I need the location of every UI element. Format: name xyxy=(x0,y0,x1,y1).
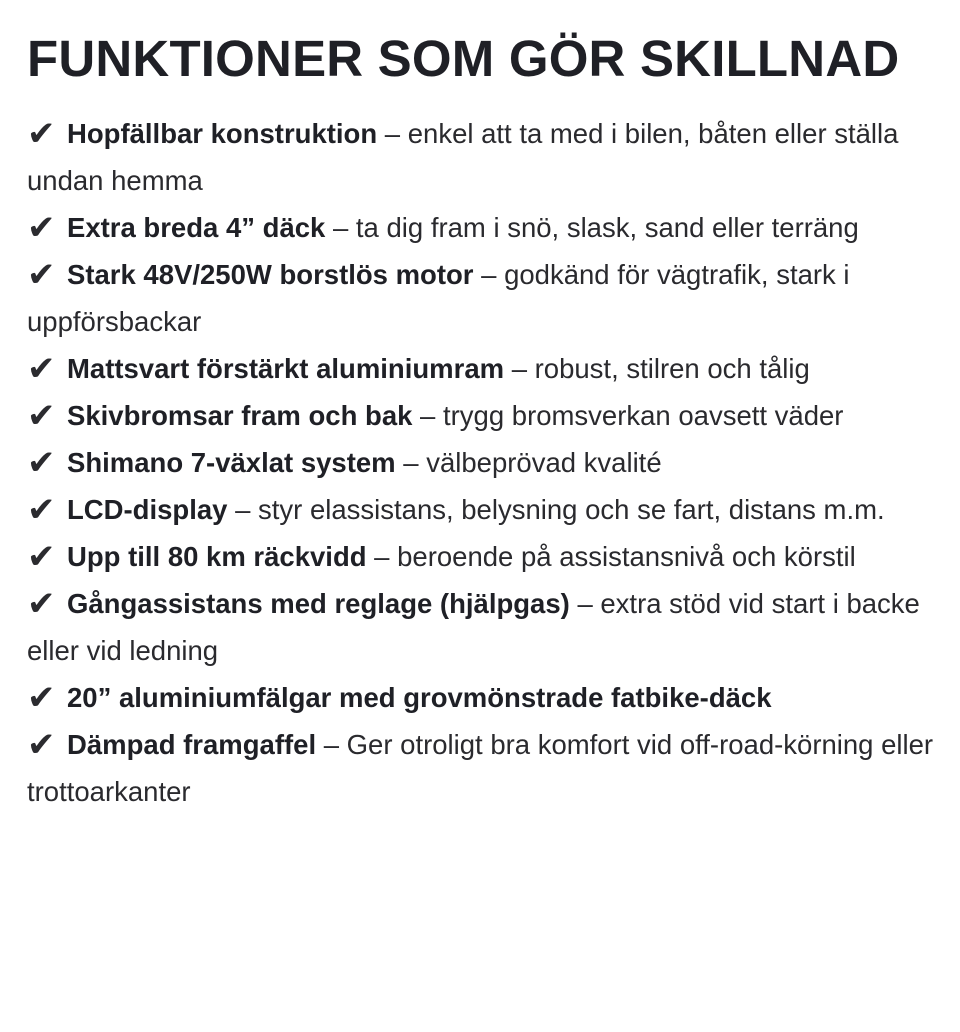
check-icon: ✔ xyxy=(27,490,56,530)
feature-title: Skivbromsar fram och bak xyxy=(67,400,413,431)
feature-title: Dämpad framgaffel xyxy=(67,729,317,760)
feature-item xyxy=(27,345,934,392)
feature-title: Shimano 7-växlat system xyxy=(67,447,396,478)
feature-description: – robust, stilren och tålig xyxy=(504,353,810,384)
feature-description: – ta dig fram i snö, slask, sand eller terräng xyxy=(325,212,859,243)
feature-item xyxy=(27,721,934,815)
check-icon: ✔ xyxy=(27,678,56,718)
feature-description: – trygg bromsverkan oavsett väder xyxy=(412,400,844,431)
feature-description: – Ger otroligt bra komfort vid off-road-körning eller trottoarkanter xyxy=(27,729,934,807)
feature-title: Upp till 80 km räckvidd xyxy=(67,541,367,572)
feature-item xyxy=(27,580,934,674)
feature-title: 20” aluminiumfälgar med grovmönstrade fatbike-däck xyxy=(67,682,772,713)
feature-item xyxy=(27,674,934,721)
check-icon: ✔ xyxy=(27,255,56,295)
feature-description: – godkänd för vägtrafik, stark i uppförsbackar xyxy=(27,259,850,337)
page-title: FUNKTIONER SOM GÖR SKILLNAD xyxy=(27,30,900,87)
feature-title: Gångassistans med reglage (hjälpgas) xyxy=(67,588,570,619)
feature-description: – styr elassistans, belysning och se fart, distans m.m. xyxy=(227,494,885,525)
check-icon: ✔ xyxy=(27,349,56,389)
feature-description: – beroende på assistansnivå och körstil xyxy=(366,541,856,572)
check-icon: ✔ xyxy=(27,537,56,577)
feature-description: – extra stöd vid start i backe eller vid ledning xyxy=(27,588,920,666)
feature-title: Extra breda 4” däck xyxy=(67,212,326,243)
feature-item xyxy=(27,486,934,533)
feature-title: Hopfällbar konstruktion xyxy=(67,118,378,149)
check-icon: ✔ xyxy=(27,208,56,248)
feature-title: Stark 48V/250W borstlös motor xyxy=(67,259,474,290)
feature-title: Mattsvart förstärkt aluminiumram xyxy=(67,353,505,384)
feature-description: – enkel att ta med i bilen, båten eller ställa undan hemma xyxy=(27,118,899,196)
feature-item xyxy=(27,533,934,580)
feature-item xyxy=(27,110,934,204)
feature-item xyxy=(27,439,934,486)
feature-list xyxy=(27,110,934,815)
feature-description: – välbeprövad kvalité xyxy=(395,447,662,478)
feature-item xyxy=(27,392,934,439)
feature-item xyxy=(27,204,934,251)
check-icon: ✔ xyxy=(27,396,56,436)
check-icon: ✔ xyxy=(27,725,56,765)
feature-item xyxy=(27,251,934,345)
feature-title: LCD-display xyxy=(67,494,228,525)
check-icon: ✔ xyxy=(27,584,56,624)
check-icon: ✔ xyxy=(27,443,56,483)
check-icon: ✔ xyxy=(27,114,56,154)
